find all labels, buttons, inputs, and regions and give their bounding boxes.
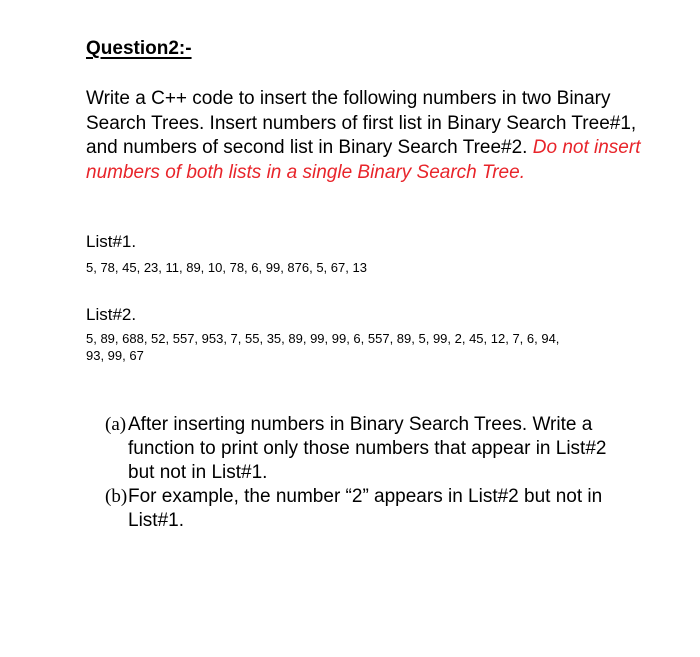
question-intro bbox=[86, 87, 646, 185]
list2-values-line2: 93, 99, 67 bbox=[86, 348, 144, 363]
list2-values-line1: 5, 89, 688, 52, 557, 953, 7, 55, 35, 89, 99, 99, 6, 557, 89, 5, 99, 2, 45, 12, 7, 6, 94, bbox=[86, 331, 560, 346]
intro-text: Write a C++ code to insert the following numbers in two Binary Search Trees. Insert numbers of first list in Binary Search Tree#1, and numbers of second list in Binary Search Tree#2. bbox=[86, 88, 637, 158]
list2-values bbox=[86, 330, 626, 364]
list1-values: 5, 78, 45, 23, 11, 89, 10, 78, 6, 99, 876, 5, 67, 13 bbox=[86, 260, 367, 275]
question-title: Question2:- bbox=[86, 38, 192, 59]
sub-questions bbox=[105, 413, 625, 533]
list2-heading: List#2. bbox=[86, 305, 137, 324]
sub-question-marker: (a) bbox=[105, 414, 127, 435]
intro-warning: Do not insert numbers of both lists in a single Binary Search Tree. bbox=[86, 137, 641, 183]
sub-question-a bbox=[105, 413, 625, 485]
sub-question-marker: (b) bbox=[105, 486, 128, 507]
list1-heading: List#1. bbox=[86, 232, 137, 251]
sub-question-b bbox=[105, 485, 625, 533]
sub-question-text: After inserting numbers in Binary Search Trees. Write a function to print only those numbers that appear in List#2 but not in List#1. bbox=[128, 414, 607, 483]
sub-question-text: For example, the number “2” appears in List#2 but not in List#1. bbox=[128, 486, 603, 531]
